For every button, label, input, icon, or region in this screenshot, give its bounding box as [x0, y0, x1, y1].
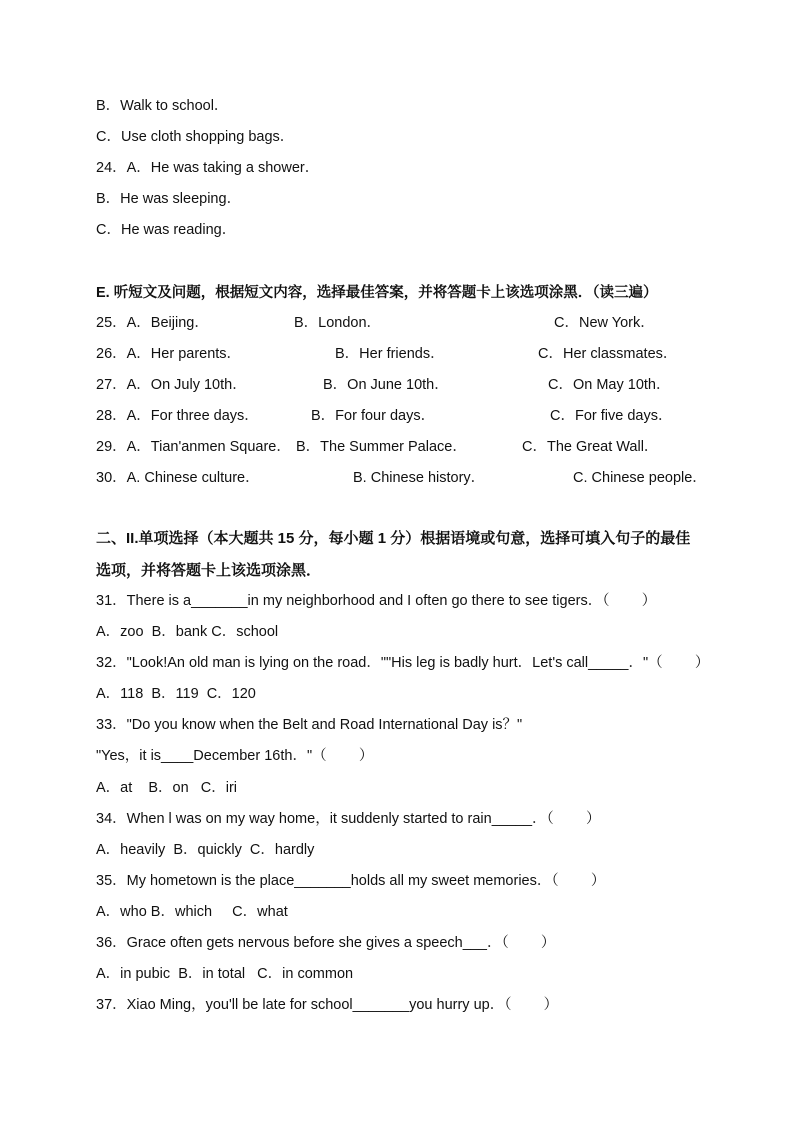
option-a: 28．A．For three days．: [96, 408, 259, 424]
question-24: 24．A．He was taking a shower．: [96, 160, 320, 176]
option-b: B．Her friends．: [335, 346, 445, 362]
section-ii-heading-cont: 选项，并将答题卡上该选项涂黑．: [96, 562, 322, 579]
option-c: C．New York．: [554, 315, 655, 331]
option-c: C．Her classmates．: [538, 346, 678, 362]
question-37: 37．Xiao Ming，you'll be late for school_______you hurry up．（ ）: [96, 997, 559, 1013]
question-31-options: A．zoo B．bank C．school: [96, 624, 279, 640]
option-line: B．Walk to school．: [96, 98, 229, 114]
option-c: C. Chinese people．: [573, 470, 707, 486]
option-line: B．He was sleeping．: [96, 191, 242, 207]
question-35: 35．My hometown is the place_______holds all my sweet memories．（ ）: [96, 873, 606, 889]
option-b: B. Chinese history．: [353, 470, 486, 486]
question-35-options: A．who B．which C．what: [96, 904, 288, 920]
option-b: B．The Summer Palace．: [296, 439, 467, 455]
option-a: 27．A．On July 10th．: [96, 377, 247, 393]
question-33-options: A．at B．on C．iri: [96, 780, 238, 796]
section-e-heading: E. 听短文及问题，根据短文内容，选择最佳答案，并将答题卡上该选项涂黑．（读三遍）: [96, 285, 658, 301]
question-34-options: A．heavily B．quickly C．hardly: [96, 842, 315, 858]
option-a: 25．A．Beijing．: [96, 315, 209, 331]
option-a: 30．A. Chinese culture．: [96, 470, 260, 486]
option-c: C．On May 10th．: [548, 377, 671, 393]
section-ii-heading: 二、II.单项选择（本大题共 15 分，每小题 1 分）根据语境或句意，选择可填入句子的最佳: [96, 530, 691, 547]
question-36: 36．Grace often gets nervous before she gives a speech___．（ ）: [96, 935, 556, 951]
question-32: 32．"Look!An old man is lying on the road．""His leg is badly hurt．Let's call_____．"（ ）: [96, 655, 710, 671]
question-36-options: A．in pubic B．in total C．in common: [96, 966, 354, 982]
question-31: 31．There is a_______in my neighborhood and I often go there to see tigers．（ ）: [96, 593, 657, 609]
question-34: 34．When l was on my way home，it suddenly started to rain_____．（ ）: [96, 811, 601, 827]
option-b: B．On June 10th．: [323, 377, 449, 393]
question-32-options: A．118 B．119 C．120: [96, 686, 256, 702]
question-33: 33．"Do you know when the Belt and Road International Day is？": [96, 717, 523, 733]
option-c: C．The Great Wall．: [522, 439, 659, 455]
option-line: C．Use cloth shopping bags．: [96, 129, 295, 145]
option-line: C．He was reading．: [96, 222, 237, 238]
option-a: 26．A．Her parents．: [96, 346, 242, 362]
option-b: B．London．: [294, 315, 382, 331]
option-a: 29．A．Tian'anmen Square．: [96, 439, 291, 455]
option-b: B．For four days．: [311, 408, 436, 424]
question-33-cont: "Yes，it is____December 16th．"（ ）: [96, 748, 374, 764]
option-c: C．For five days．: [550, 408, 673, 424]
